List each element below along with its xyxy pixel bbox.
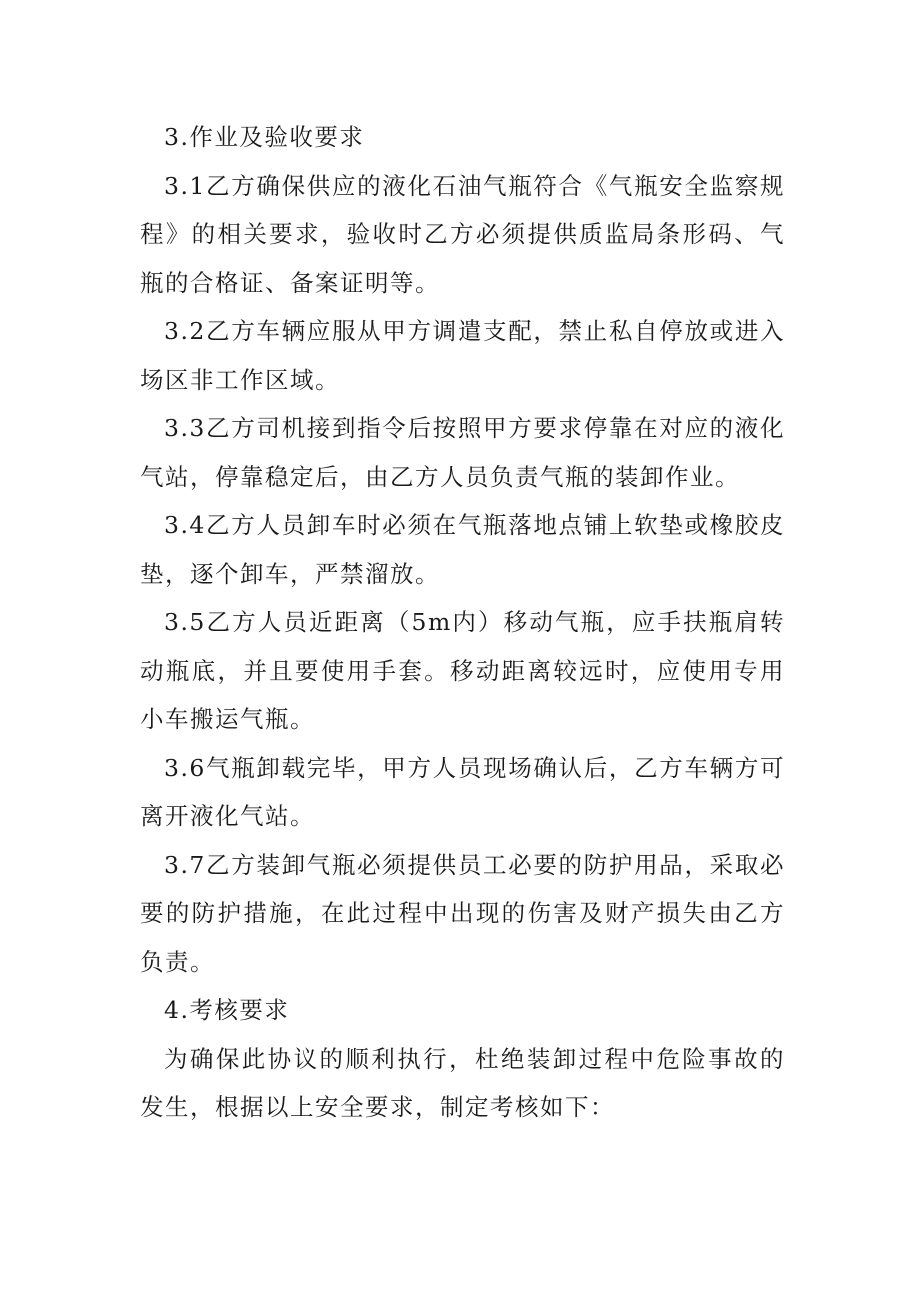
clause-3-2: 3.2乙方车辆应服从甲方调遣支配，禁止私自停放或进入场区非工作区域。 <box>140 317 785 394</box>
assessment-intro: 为确保此协议的顺利执行，杜绝装卸过程中危险事故的发生，根据以上安全要求，制定考核如下： <box>140 1044 785 1121</box>
clause-3-5: 3.5乙方人员近距离（5m内）移动气瓶，应手扶瓶肩转动瓶底，并且要使用手套。移动距离较远时，应使用专用小车搬运气瓶。 <box>140 608 785 733</box>
section-heading-4: 4.考核要求 <box>164 996 290 1024</box>
clause-3-3: 3.3乙方司机接到指令后按照甲方要求停靠在对应的液化气站，停靠稳定后，由乙方人员负责气瓶的装卸作业。 <box>140 414 785 491</box>
clause-3-4: 3.4乙方人员卸车时必须在气瓶落地点铺上软垫或橡胶皮垫，逐个卸车，严禁溜放。 <box>140 511 785 588</box>
clause-3-7: 3.7乙方装卸气瓶必须提供员工必要的防护用品，采取必要的防护措施，在此过程中出现的伤害及财产损失由乙方负责。 <box>140 850 785 976</box>
section-heading-3: 3.作业及验收要求 <box>164 123 365 151</box>
clause-3-6: 3.6气瓶卸载完毕，甲方人员现场确认后，乙方车辆方可离开液化气站。 <box>140 753 785 830</box>
clause-3-1: 3.1乙方确保供应的液化石油气瓶符合《气瓶安全监察规程》的相关要求，验收时乙方必须提供质监局条形码、气瓶的合格证、备案证明等。 <box>140 171 785 297</box>
document-body <box>140 113 785 1132</box>
